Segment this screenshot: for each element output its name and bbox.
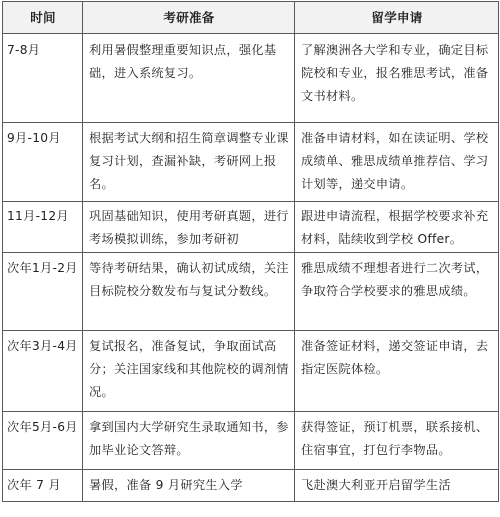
table-row	[3, 202, 499, 253]
exam-prep-cell: 复试报名，准备复试，争取面试高分；关注国家线和其他院校的调剂情况。	[83, 331, 295, 412]
study-abroad-cell: 飞赴澳大利亚开启留学生活	[295, 470, 499, 502]
header-study-abroad: 留学申请	[295, 2, 499, 34]
time-cell: 次年1月-2月	[3, 253, 83, 331]
table-header-row	[3, 2, 499, 34]
exam-prep-cell: 巩固基础知识，使用考研真题，进行考场模拟训练，参加考研初	[83, 202, 295, 253]
study-abroad-cell: 获得签证，预订机票，联系接机、住宿事宜，打包行李物品。	[295, 412, 499, 470]
time-cell: 9月-10月	[3, 123, 83, 202]
table-row	[3, 123, 499, 202]
time-cell: 7-8月	[3, 34, 83, 123]
table-row	[3, 34, 499, 123]
exam-prep-cell: 利用暑假整理重要知识点，强化基础，进入系统复习。	[83, 34, 295, 123]
study-abroad-cell: 跟进申请流程，根据学校要求补充材料，陆续收到学校 Offer。	[295, 202, 499, 253]
time-cell: 次年5月-6月	[3, 412, 83, 470]
table-row	[3, 412, 499, 470]
time-cell: 11月-12月	[3, 202, 83, 253]
exam-prep-cell: 拿到国内大学研究生录取通知书，参加毕业论文答辩。	[83, 412, 295, 470]
header-exam-prep: 考研准备	[83, 2, 295, 34]
table-row	[3, 253, 499, 331]
exam-prep-cell: 暑假，准备 9 月研究生入学	[83, 470, 295, 502]
study-abroad-cell: 准备签证材料，递交签证申请，去指定医院体检。	[295, 331, 499, 412]
table-row	[3, 470, 499, 502]
time-cell: 次年3月-4月	[3, 331, 83, 412]
study-abroad-cell: 准备申请材料，如在读证明、学校成绩单、雅思成绩单推荐信、学习计划等，递交申请。	[295, 123, 499, 202]
exam-prep-cell: 等待考研结果，确认初试成绩，关注目标院校分数发布与复试分数线。	[83, 253, 295, 331]
time-cell: 次年 7 月	[3, 470, 83, 502]
study-abroad-cell: 了解澳洲各大学和专业，确定目标院校和专业，报名雅思考试，准备文书材料。	[295, 34, 499, 123]
plan-table	[2, 1, 499, 502]
study-abroad-cell: 雅思成绩不理想者进行二次考试，争取符合学校要求的雅思成绩。	[295, 253, 499, 331]
table-row	[3, 331, 499, 412]
exam-prep-cell: 根据考试大纲和招生简章调整专业课复习计划，查漏补缺，考研网上报名。	[83, 123, 295, 202]
header-time: 时间	[3, 2, 83, 34]
